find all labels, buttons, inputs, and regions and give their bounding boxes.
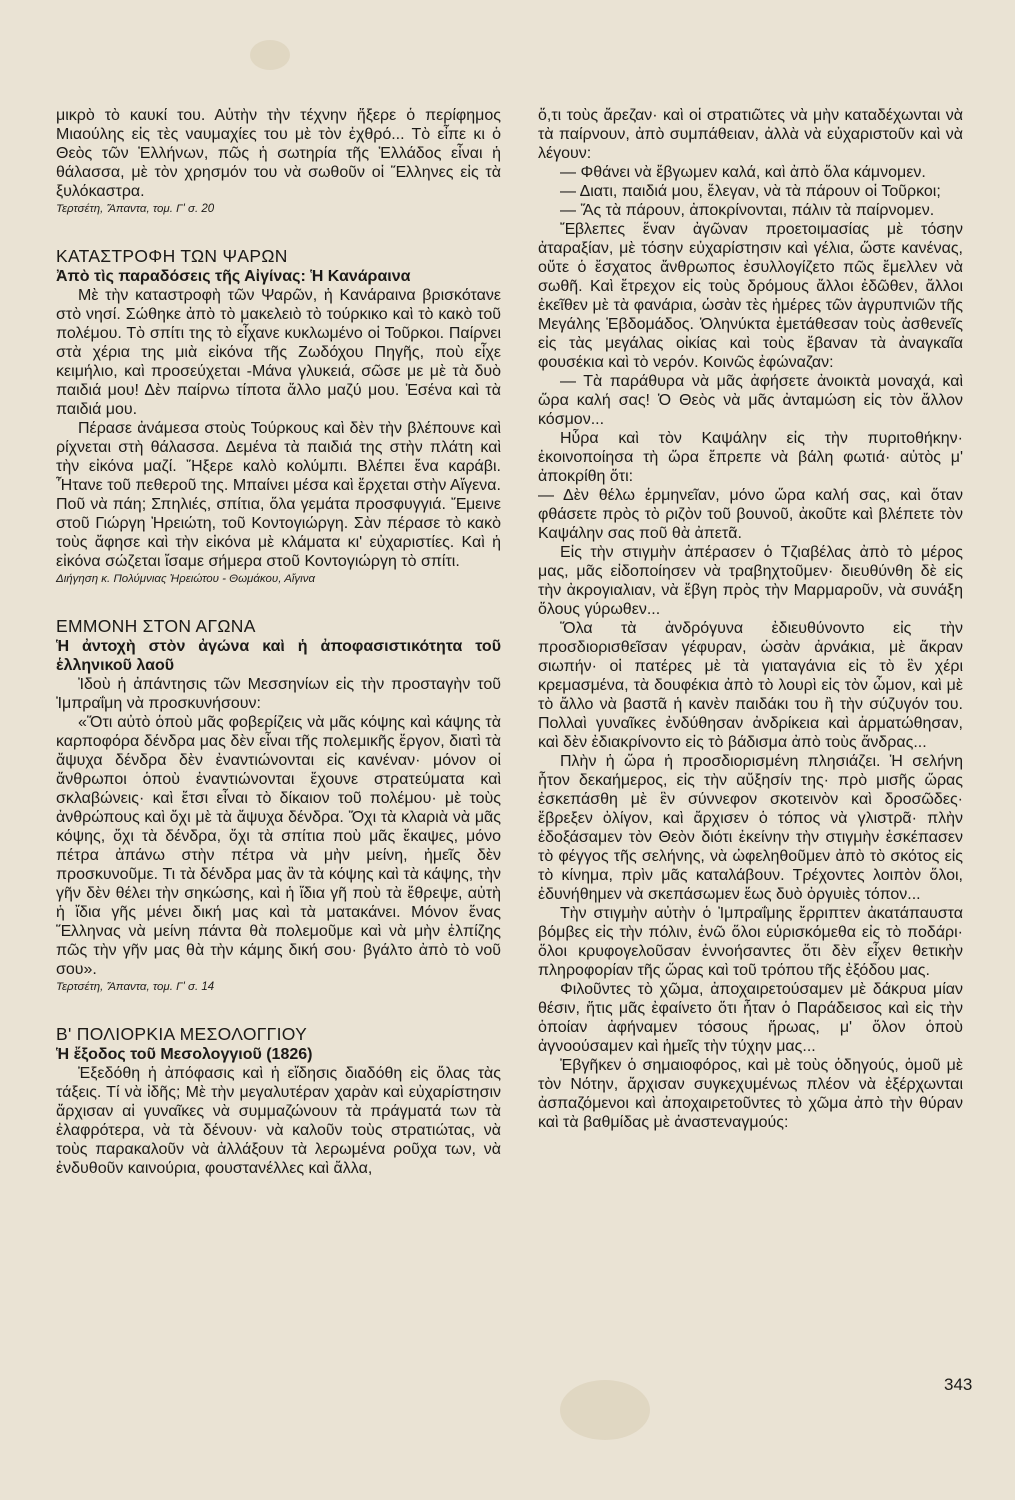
right-paragraph: — Φθάνει νὰ ἔβγωμεν καλά, καὶ ἀπὸ ὅλα κάμνομεν. (560, 164, 926, 181)
right-paragraph: Ηὗρα καὶ τὸν Καψάλην εἰς τὴν πυριτοθήκην· ἐκοινοποίησα τὴ ὥρα ἔπρεπε νὰ βάλη φωτιά· αὐτὸς μ' ἀποκρίθη ὅτι: (538, 430, 963, 485)
section-paragraph: Μὲ τὴν καταστροφὴ τῶν Ψαρῶν, ἡ Κανάραινα βρισκότανε στὸ νησί. Σώθηκε ἀπὸ τὸ μακελειὸ τὸ τούρκικο καὶ τὸ κακὸ τοῦ πολέμου. Τὸ σπίτι της τὸ εἶχανε κυκλωμένο οἱ Τοῦρκοι. Παίρνει στὰ χέρια της μιὰ εἰκόνα τῆς Ζωδόχου Πηγῆς, ποὺ εἶχε κειμήλιο, καὶ προσεύχεται -Μάνα γλυκειά, σῶσε με μὲ τὰ δυὸ παιδιά μου! Δὲν παίρνω τίποτα ἄλλο μαζύ μου. Ἐσένα καὶ τὰ παιδιά μου. (56, 287, 501, 418)
right-paragraph: Ἐβγῆκεν ὁ σημαιοφόρος, καὶ μὲ τοὺς ὁδηγούς, ὁμοῦ μὲ τὸν Νότην, ἄρχισαν συγκεχυμένως πλέον νὰ ἐξέρχωνται ἀσπαζόμενοι καὶ ἀποχαιρετοῦντες τὸ χῶμα ἀπὸ τὴν θύραν καὶ τὰ βαθμίδας μὲ ἀναστεναγμούς: (538, 1057, 963, 1131)
section-paragraph: Ἰδοὺ ἡ ἀπάντησις τῶν Μεσσηνίων εἰς τὴν προσταγὴν τοῦ Ἰμπραΐμη νὰ προσκυνήσουν: (56, 676, 501, 712)
right-paragraph: — Δὲν θέλω ἑρμηνεῖαν, μόνο ὥρα καλή σας, καὶ ὅταν φθάσετε πρὸς τὸ ριζὸν τοῦ βουνοῦ, ἀκοῦτε καὶ βλέπετε τὸν Καψάλην σας ποῦ θὰ ἀπετᾶ. (538, 487, 963, 542)
right-column (538, 106, 963, 1132)
right-paragraph: Τὴν στιγμὴν αὐτὴν ὁ Ἰμπραΐμης ἔρριπτεν ἀκατάπαυστα βόμβες εἰς τὴν πόλιν, ἐνῶ ὅλοι εὑρισκόμεθα εἰς τὸ ποδάρι· ὅλοι κρυφογελοῦσαν ἐννοήσαντες ὅτι δὲν εἶχεν θετικὴν πληροφορίαν τῆς ὥρας καὶ τοῦ τρόπου τῆς ἐξόδου μας. (538, 905, 963, 979)
left-column (56, 106, 501, 1178)
paper-stain (250, 40, 290, 70)
section-source-psara: Διήγηση κ. Πολύμνιας Ἠρειώτου - Θωμάκου, Αἴγινα (56, 573, 316, 585)
right-paragraph: — Διατι, παιδιά μου, ἔλεγαν, νὰ τὰ πάρουν οἱ Τοῦρκοι; (560, 183, 941, 200)
section-title-mesolongi: Β' ΠΟΛΙΟΡΚΙΑ ΜΕΣΟΛΟΓΓΙΟΥ (56, 1024, 308, 1044)
section-source-emmoni: Τερτσέτη, Ἅπαντα, τομ. Γ' σ. 14 (56, 981, 215, 993)
section-title-emmoni: ΕΜΜΟΝΗ ΣΤΟΝ ΑΓΩΝΑ (56, 616, 256, 636)
right-paragraph: Πλὴν ἡ ὥρα ἡ προσδιορισμένη πλησιάζει. Ἡ σελήνη ἦτον δεκαήμερος, εἰς τὴν αὔξησίν της· πρὸ μισῆς ὥρας ἐσκεπάσθη μὲ ἓν σύννεφον σκοτεινὸν καὶ δροσῶδες· ἔβρεξεν ὀλίγον, καὶ ἄρχισεν ὁ τόπος νὰ γλιστρᾶ· πλὴν ἐδοξάσαμεν τὸν Θεὸν διότι ἐκείνην τὴν στιγμὴν ἐσκέπασεν τὸ φέγγος τῆς σελήνης, νὰ ὠφεληθοῦμεν ἀπὸ τὸ σκότος εἰς τὸ κίνημα, πρὶν μᾶς καταλάβουν. Τρέχοντες λοιπὸν ὅλοι, ἐδυνήθημεν νὰ σκεπάσωμεν ἕως δυὸ ὀργυιὲς τόπον... (538, 753, 963, 903)
paper-stain (560, 1380, 650, 1440)
section-paragraph: Πέρασε ἀνάμεσα στοὺς Τούρκους καὶ δὲν τὴν βλέπουνε καὶ ρίχνεται στὴ θάλασσα. Δεμένα τὰ παιδιά της στὴν πλάτη καὶ τὴν εἰκόνα μαζί. Ἤξερε καλὸ κολύμπι. Βλέπει ἕνα καράβι. Ἦτανε τοῦ πεθεροῦ της. Μπαίνει μέσα καὶ ἔρχεται στὴν Αἴγενα. Ποῦ νὰ πάη; Σπηλιές, σπίτια, ὅλα γεμάτα προσφυγγιά. Ἔμεινε στοῦ Γιώργη Ἠρειώτη, τοῦ Κοντογιώργη. Σὰν πέρασε τὸ κακὸ τοὺς ἄφησε καὶ τὴν εἰκόνα μὲ κλάματα κι' εὐχαριστίες. Καὶ ἡ εἰκόνα σώζεται ἴσαμε σήμερα στοῦ Κοντογιώργη τὸ σπίτι. (56, 420, 501, 570)
right-paragraph: Ὅλα τὰ ἀνδρόγυνα ἐδιευθύνοντο εἰς τὴν προσδιορισθεῖσαν γέφυραν, ὡσὰν ἀρνάκια, μὲ ἄκραν σιωπήν· οἱ πατέρες μὲ τὰ γιαταγάνια εἰς τὸ ἓν χέρι κρεμασμένα, τὰ δουφέκια ἀπὸ τὸ λουρὶ εἰς τὸν ὦμον, καὶ μὲ τὸ ἄλλο νὰ βαστᾶ ἡ κανὲν παιδάκι του ἢ τὴν σύζυγόν του. Πολλαὶ γυναῖκες ἐνδύθησαν ἀνδρίκεια καὶ ἁρματώθησαν, καὶ δὲν ἐδιακρίνοντο εἰς τὸ βάδισμα ἀπὸ τοὺς ἄνδρας... (538, 620, 963, 751)
right-paragraph: Εἰς τὴν στιγμὴν ἀπέρασεν ὁ Τζιαβέλας ἀπὸ τὸ μέρος μας, μᾶς εἰδοποίησεν νὰ τραβηχτοῦμεν· διευθύνθη δὲ εἰς τὴν ἀκρογιαλιαν, νὰ ἔβγη πρὸς τὴν Μαρμαροῦν, νὰ συνάξη ὅλους γύρωθεν... (538, 544, 963, 618)
section-subtitle-emmoni: Ἡ ἀντοχὴ στὸν ἀγώνα καὶ ἡ ἀποφασιστικότητα τοῦ ἑλληνικοῦ λαοῦ (56, 638, 501, 674)
section-paragraph: Ἐξεδόθη ἡ ἀπόφασις καὶ ἡ εἴδησις διαδόθη εἰς ὅλας τὰς τάξεις. Τί νὰ ἰδῆς; Μὲ τὴν μεγαλυτέραν χαρὰν καὶ εὐχαρίστησιν ἄρχισαν αἱ γυναῖκες νὰ συμμαζώνουν τὰ πράγματά των τὰ ἐλαφρότερα, νὰ τὰ δένουν· νὰ καλοῦν τοὺς στρατιώτας, νὰ τοὺς παρακαλοῦν νὰ ἀλλάξουν τὰ λερωμένα ροῦχα των, νὰ ἐνδυθοῦν καινούρια, φουστανέλλες καὶ ἄλλα, (56, 1065, 501, 1177)
section-paragraph: «Ὅτι αὐτὸ ὁποὺ μᾶς φοβερίζεις νὰ μᾶς κόψης καὶ κάψης τὰ καρποφόρα δένδρα μας δὲν εἶναι τῆς πολεμικῆς ἔργον, διατὶ τὰ ἄψυχα δένδρα δὲν ἐναντιώνονται εἰς κανέναν· μόνον οἱ ἄνθρωποι ὁποὺ ἐναντιώνονται ἔχουνε στρατεύματα καὶ σκλαβώνεις· καὶ ἔτσι εἶναι τὸ δίκαιον τοῦ πολέμου· μὲ τοὺς ἀνθρώπους καὶ ὄχι μὲ τὰ ἄψυχα δένδρα. Ὄχι τὰ κλαριὰ νὰ μᾶς κόψης, ὄχι τὰ δένδρα, ὄχι τὰ σπίτια ποὺ μᾶς ἔκαψες, μόνο πέτρα ἀπάνω στὴν πέτρα νὰ μὴν μείνη, ἡμεῖς δὲν προσκυνοῦμε. Τι τὰ δένδρα μας ἂν τὰ κόψης καὶ τὰ κάψης, τὴν γῆν δὲν θέλει τὴν σηκώσης, καὶ ἡ ἴδια γῆ ποὺ τὰ ἔθρεψε, αὐτὴ ἡ ἴδια γῆς μένει δική μας καὶ τὰ ματακάνει. Μόνον ἕνας Ἕλληνας νὰ μείνη πάντα θὰ πολεμοῦμε καὶ νὰ μὴν ἐλπίζης πῶς τὴν γῆν μας θὰ τὴν κάμης δική σου· βγάλτο ἀπὸ τὸ νοῦ σου». (56, 714, 501, 978)
intro-source: Τερτσέτη, Ἅπαντα, τομ. Γ' σ. 20 (56, 203, 215, 215)
section-subtitle-mesolongi: Ἡ ἔξοδος τοῦ Μεσολογγιοῦ (1826) (56, 1046, 313, 1063)
page-number: 343 (944, 1375, 973, 1394)
section-title-psara: ΚΑΤΑΣΤΡΟΦΗ ΤΩΝ ΨΑΡΩΝ (56, 246, 288, 266)
section-subtitle-psara: Ἀπὸ τὶς παραδόσεις τῆς Αἰγίνας: Ἡ Κανάραινα (56, 268, 411, 285)
right-paragraph: Ἔβλεπες ἕναν ἀγῶναν προετοιμασίας μὲ τόσην ἀταραξίαν, μὲ τόσην εὐχαρίστησιν καὶ γέλια, ὥστε κανένας, οὔτε ὁ ἔσχατος ἄνθρωπος ἐσυλλογίζετο πῶς ἔμελλεν νὰ σωθῆ. Καὶ ἔτρεχον εἰς τοὺς δρόμους ἄλλοι ἐδῶθεν, ἄλλοι ἐκεῖθεν μὲ τὰ φανάρια, ὡσὰν τὲς ἡμέρες τῶν ἀγρυπνιῶν τῆς Μεγάλης Ἑβδομάδος. Ὁληνύκτα ἐμετάθεσαν τοὺς ἀσθενεῖς εἰς τὰς μεγάλας οἰκίας καὶ τοὺς ἔβαναν τὰ ἀναγκαῖα φουσέκια καὶ τὸ νερόν. Κοινῶς ἐφώναζαν: (538, 221, 963, 371)
intro-paragraph: μικρὸ τὸ καυκί του. Αὐτὴν τὴν τέχνην ἤξερε ὁ περίφημος Μιαούλης εἰς τὲς ναυμαχίες του μὲ τὸν ἐχθρό... Τὸ εἶπε κι ὁ Θεὸς τῶν Ἑλλήνων, πῶς ἡ σωτηρία τῆς Ἑλλάδος εἶναι ἡ θάλασσα, μὲ τὸν χρησμόν του νὰ σωθοῦν οἱ Ἕλληνες εἰς τὰ ξυλόκαστρα. (56, 107, 501, 200)
right-paragraph: ὅ,τι τοὺς ἄρεζαν· καὶ οἱ στρατιῶτες νὰ μὴν καταδέχωνται νὰ τὰ παίρνουν, ἀπὸ συμπάθειαν, ἀλλὰ νὰ εὐχαριστοῦν καὶ νὰ λέγουν: (538, 107, 963, 162)
right-paragraph: — Ἄς τὰ πάρουν, ἀποκρίνονται, πάλιν τὰ παίρνομεν. (560, 202, 935, 219)
right-paragraph: — Τὰ παράθυρα νὰ μᾶς ἀφήσετε ἀνοικτὰ μοναχά, καὶ ὥρα καλή σας! Ὁ Θεὸς νὰ μᾶς ἀνταμώση εἰς τὸν ἄλλον κόσμον... (538, 373, 963, 428)
right-paragraph: Φιλοῦντες τὸ χῶμα, ἀποχαιρετούσαμεν μὲ δάκρυα μίαν θέσιν, ἥτις μᾶς ἐφαίνετο ὅτι ἦταν ὁ Παράδεισος καὶ εἰς τὴν ὁποίαν ἀφήναμεν τόσους ἥρωας, μ' ὅλον ὁποὺ ἀγνοούσαμεν καὶ ἡμεῖς τὴν τύχην μας... (538, 981, 963, 1055)
